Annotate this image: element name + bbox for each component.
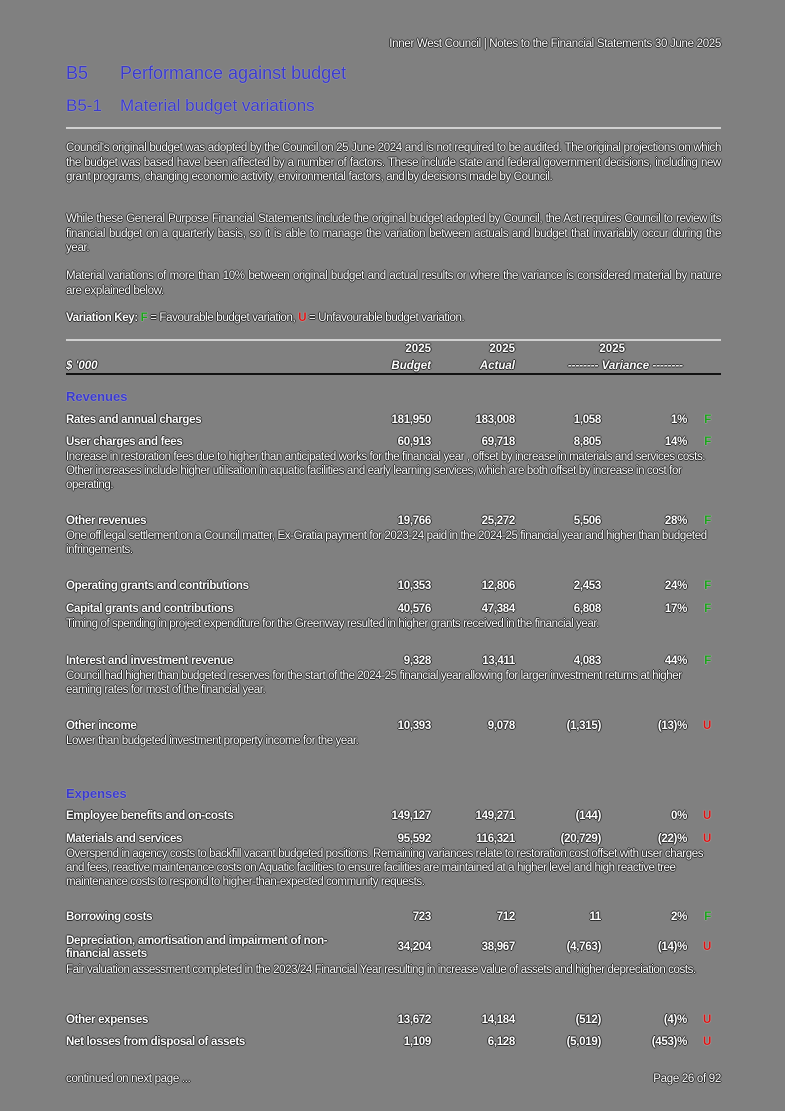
section-expenses: Expenses — [66, 786, 127, 801]
actual-value: 9,078 — [487, 720, 515, 732]
actual-value: 12,806 — [481, 580, 515, 592]
header-underline — [66, 373, 721, 375]
variance-value: (4,763) — [566, 941, 601, 953]
budget-value: 723 — [412, 911, 431, 923]
budget-value: 19,766 — [397, 515, 431, 527]
variance-explanation: Increase in restoration fees due to higher than anticipated works for the financial year , offset by increase in materials and services costs. Other increases include higher utilisation in aquatic facilities and early learning services, which are both offset by increase in cost for operating. — [66, 451, 706, 491]
variance-value: (512) — [575, 1014, 601, 1026]
variance-explanation: Fair valuation assessment completed in the 2023/24 Financial Year resulting in increase value of assets and higher depreciation costs. — [66, 964, 696, 976]
budget-value: 9,328 — [403, 655, 431, 667]
row-label: Operating grants and contributions — [66, 580, 249, 592]
actual-year: 2025 — [489, 343, 515, 355]
budget-value: 181,950 — [391, 414, 431, 426]
actual-value: 69,718 — [481, 436, 515, 448]
budget-value: 10,353 — [397, 580, 431, 592]
favourable-description: = Favourable budget variation, — [147, 312, 299, 324]
variation-key — [66, 312, 464, 324]
variance-percent: 2% — [670, 911, 687, 923]
variance-percent: (453)% — [651, 1036, 687, 1048]
budget-value: 13,672 — [397, 1014, 431, 1026]
actual-value: 25,272 — [481, 515, 515, 527]
variance-explanation: Timing of spending in project expenditure for the Greenway resulted in higher grants received in the financial year. — [66, 618, 599, 630]
budget-value: 95,592 — [397, 833, 431, 845]
variance-explanation: Lower than budgeted investment property income for the year. — [66, 735, 359, 747]
variation-flag: U — [702, 720, 711, 732]
variation-flag: F — [704, 515, 711, 527]
variation-flag: U — [702, 1014, 711, 1026]
variance-column-header: -------- Variance -------- — [567, 360, 683, 372]
running-header: Inner West Council | Notes to the Financial Statements 30 June 2025 — [389, 38, 721, 50]
row-label: Materials and services — [66, 833, 183, 845]
variance-percent: 14% — [664, 436, 687, 448]
variance-value: (20,729) — [560, 833, 601, 845]
variation-flag: U — [702, 1036, 711, 1048]
actual-column-header: Actual — [479, 360, 515, 372]
variation-flag: U — [702, 833, 711, 845]
actual-value: 183,008 — [475, 414, 515, 426]
row-label: Other income — [66, 720, 137, 732]
actual-value: 47,384 — [481, 603, 515, 615]
row-label: Capital grants and contributions — [66, 603, 234, 615]
heading-divider — [66, 127, 721, 129]
budget-column-header: Budget — [391, 360, 431, 372]
actual-value: 116,321 — [476, 833, 515, 845]
budget-value: 60,913 — [397, 436, 431, 448]
variance-value: 6,808 — [573, 603, 601, 615]
variation-key-label: Variation Key: — [66, 312, 138, 324]
variation-flag: F — [704, 911, 711, 923]
variation-flag: F — [704, 655, 711, 667]
actual-value: 14,184 — [481, 1014, 515, 1026]
unfavourable-description: = Unfavourable budget variation. — [306, 312, 465, 324]
variance-value: 5,506 — [573, 515, 601, 527]
variance-percent: 28% — [664, 515, 687, 527]
table-top-rule — [66, 339, 721, 341]
row-label: Interest and investment revenue — [66, 655, 234, 667]
variation-flag: F — [704, 580, 711, 592]
actual-value: 13,411 — [482, 655, 515, 667]
row-label: Net losses from disposal of assets — [66, 1036, 245, 1048]
row-label: Employee benefits and on-costs — [66, 810, 234, 822]
variance-percent: 0% — [670, 810, 687, 822]
variance-percent: (4)% — [663, 1014, 687, 1026]
intro-paragraph-2: While these General Purpose Financial Statements include the original budget adopted by Council, the Act requires Council to review its financial budget on a quarterly basis, so it is able to manage the variation between actuals and budget that invariably occur during the year. — [66, 213, 721, 254]
row-label: User charges and fees — [66, 436, 183, 448]
budget-year: 2025 — [405, 343, 431, 355]
row-label: Borrowing costs — [66, 911, 153, 923]
variance-percent: 1% — [670, 414, 687, 426]
row-label: Rates and annual charges — [66, 414, 202, 426]
budget-value: 149,127 — [391, 810, 431, 822]
budget-value: 1,109 — [403, 1036, 431, 1048]
variation-flag: F — [704, 414, 711, 426]
actual-value: 712 — [496, 911, 515, 923]
variance-value: 8,805 — [573, 436, 601, 448]
variance-year: 2025 — [599, 343, 625, 355]
variation-flag: U — [702, 810, 711, 822]
variance-value: (5,019) — [566, 1036, 601, 1048]
actual-value: 38,967 — [481, 941, 515, 953]
subsection-title: Material budget variations — [120, 96, 315, 115]
subsection-number: B5-1 — [66, 96, 102, 115]
variance-percent: (22)% — [657, 833, 687, 845]
variance-value: (144) — [575, 810, 601, 822]
budget-value: 10,393 — [397, 720, 431, 732]
table-header — [66, 343, 721, 375]
budget-value: 34,204 — [397, 941, 431, 953]
variance-explanation: Council had higher than budgeted reserves for the start of the 2024-25 financial year allowing for larger investment returns at higher earning rates for most of the financial year. — [66, 670, 682, 696]
subsection-heading — [66, 96, 315, 116]
variance-value: 4,083 — [573, 655, 601, 667]
variance-value: 2,453 — [573, 580, 601, 592]
variance-percent: 17% — [664, 603, 687, 615]
variance-value: (1,315) — [566, 720, 601, 732]
section-number: B5 — [66, 63, 89, 83]
row-label: Other revenues — [66, 515, 147, 527]
section-revenues: Revenues — [66, 389, 128, 404]
continued-notice: continued on next page ... — [66, 1073, 191, 1085]
variance-value: 11 — [589, 911, 601, 923]
section-title: Performance against budget — [120, 63, 347, 83]
intro-paragraph-1: Council's original budget was adopted by the Council on 25 June 2024 and is not required to be audited. The original projections on which the budget was based have been affected by a number of factors. These include state and federal government decisions, including new grant programs, changing economic activity, environmental factors, and by decisions made by Council. — [66, 142, 721, 183]
variance-explanation: Overspend in agency costs to backfill vacant budgeted positions. Remaining variances relate to restoration cost offset with user charges and fees, reactive maintenance costs on Aquatic facilities to ensure facilities are maintained at a higher level and high reactive tree maintenance costs to respond to higher-than-expected community requests. — [66, 848, 704, 888]
page-number: Page 26 of 92 — [653, 1073, 721, 1085]
unfavourable-flag: U — [298, 312, 307, 324]
unit-label: $ '000 — [66, 360, 98, 372]
variation-flag: F — [704, 603, 711, 615]
actual-value: 6,128 — [487, 1036, 515, 1048]
variation-flag: F — [704, 436, 711, 448]
actual-value: 149,271 — [475, 810, 515, 822]
row-label: Other expenses — [66, 1014, 149, 1026]
intro-paragraph-3: Material variations of more than 10% between original budget and actual results or where the variance is considered material by nature are explained below. — [66, 270, 721, 297]
variance-percent: (13)% — [657, 720, 687, 732]
budget-value: 40,576 — [397, 603, 431, 615]
variance-percent: (14)% — [657, 941, 687, 953]
row-label: Depreciation, amortisation and impairment of non-financial assets — [66, 935, 328, 960]
variance-percent: 44% — [664, 655, 687, 667]
variance-percent: 24% — [664, 580, 687, 592]
variance-explanation: One off legal settlement on a Council matter, Ex-Gratia payment for 2023-24 paid in the 2024-25 financial year and higher than budgeted infringements. — [66, 530, 707, 556]
favourable-flag: F — [140, 312, 148, 324]
section-heading — [66, 63, 346, 84]
variation-flag: U — [702, 941, 711, 953]
variance-value: 1,058 — [573, 414, 601, 426]
